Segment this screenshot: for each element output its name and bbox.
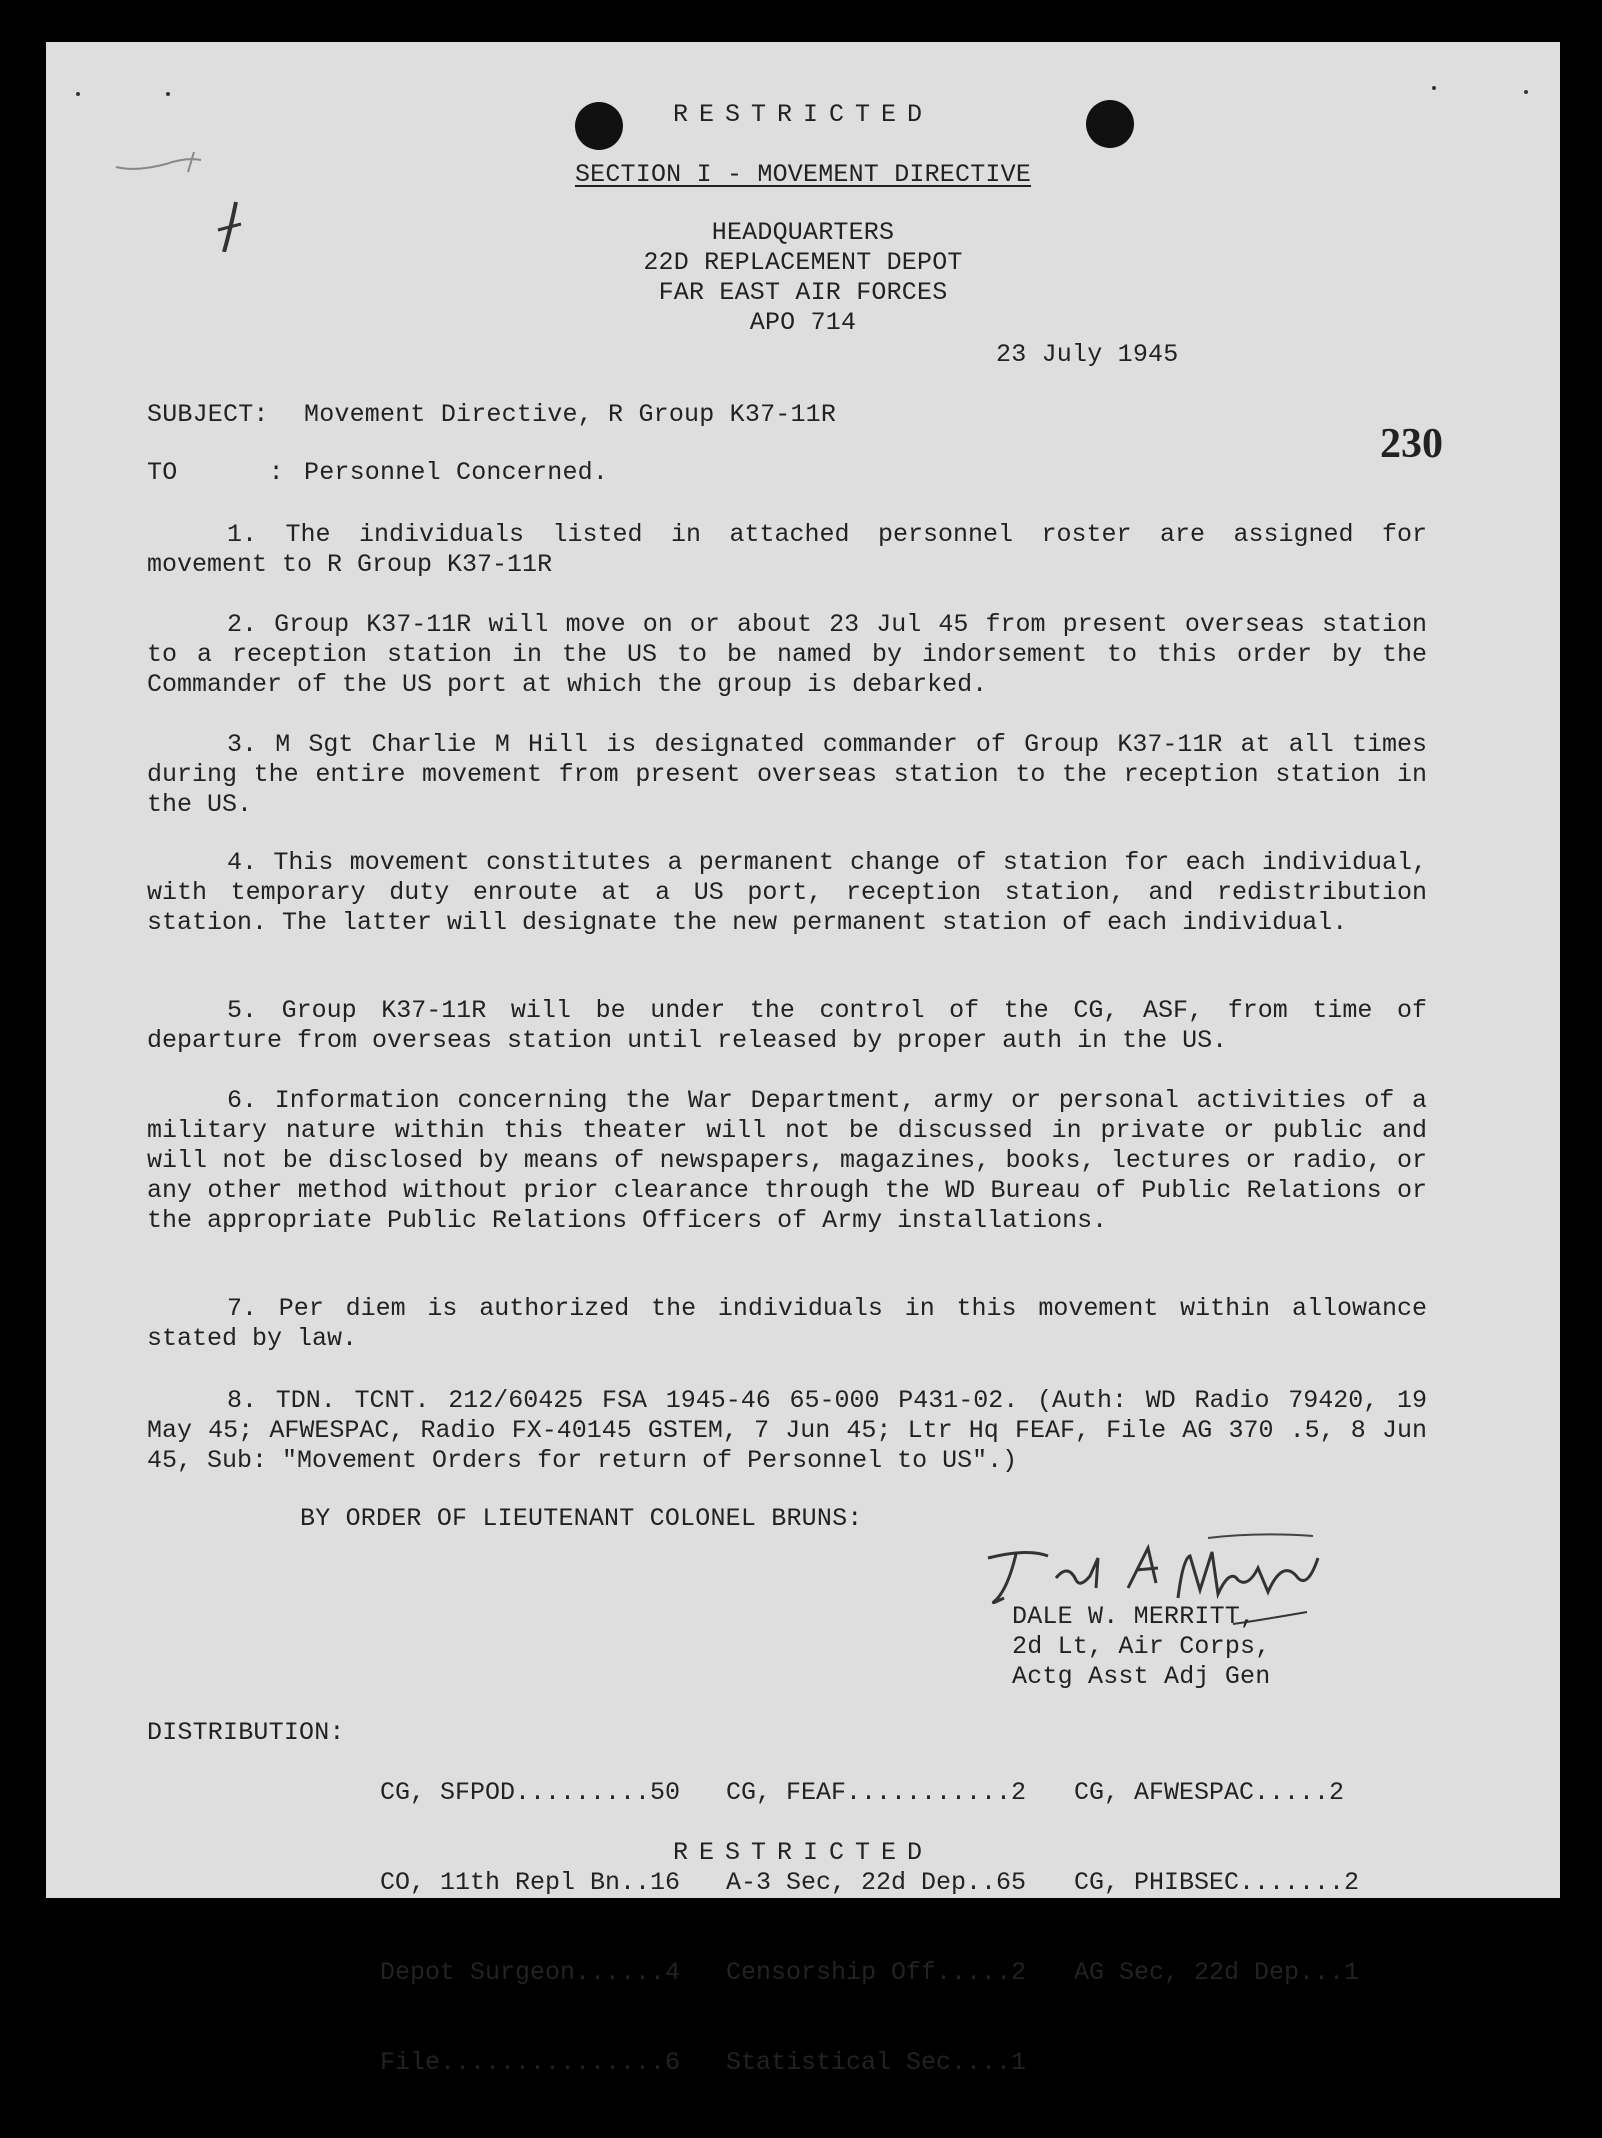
classification-bottom: RESTRICTED (672, 1838, 934, 1867)
paragraph-4: 4. This movement constitutes a permanent change of station for each individual, with temporary duty enroute at a US port, reception station, and redistribution station. The latter will designate the new permanent station of each individual. (147, 848, 1427, 937)
distribution-label: DISTRIBUTION: (147, 1718, 345, 1747)
stray-mark (1432, 86, 1436, 90)
distribution-entry: CG, PHIBSEC.......2 (1074, 1868, 1360, 1897)
signer-title: Actg Asst Adj Gen (1012, 1662, 1271, 1691)
paragraph-7: 7. Per diem is authorized the individuals in this movement within allowance stated by law. (147, 1294, 1427, 1353)
to-label: TO : (147, 458, 284, 487)
date: 23 July 1945 (996, 340, 1179, 369)
header-line-3: FAR EAST AIR FORCES (658, 278, 948, 307)
stray-mark (1524, 90, 1528, 94)
signature-flourish (1231, 1608, 1311, 1628)
distribution-entry: AG Sec, 22d Dep...1 (1074, 1958, 1360, 1987)
stray-mark (166, 92, 170, 96)
distribution-entry: Depot Surgeon......4 (380, 1958, 681, 1987)
paragraph-2: 2. Group K37-11R will move on or about 23 Jul 45 from present overseas station to a reception station in the US to be named by indorsement to this order by the Commander of the US port at which the group is debarked. (147, 610, 1427, 699)
to-value: Personnel Concerned. (304, 458, 609, 487)
header-line-4: APO 714 (749, 308, 857, 337)
distribution-column-3 (1074, 1718, 1359, 2048)
distribution-entry: CG, SFPOD.........50 (380, 1778, 681, 1807)
subject-label: SUBJECT: (147, 400, 269, 429)
distribution-entry: CO, 11th Repl Bn..16 (380, 1868, 681, 1897)
signer-name: DALE W. MERRITT, (1012, 1602, 1256, 1631)
stray-mark (76, 92, 80, 96)
document-page (46, 42, 1560, 2077)
paragraph-8: 8. TDN. TCNT. 212/60425 FSA 1945-46 65-000 P431-02. (Auth: WD Radio 79420, 19 May 45; AFWESPAC, Radio FX-40145 GSTEM, 7 Jun 45; Ltr Hq FEAF, File AG 370 .5, 8 Jun 45, Sub: "Movement Orders for return of Personnel to US".) (147, 1386, 1427, 1475)
classification-top: RESTRICTED (672, 100, 934, 129)
distribution-column-2 (726, 1718, 1026, 2138)
header-line-1: HEADQUARTERS (711, 218, 895, 247)
paragraph-6: 6. Information concerning the War Department, army or personal activities of a military nature within this theater will not be discussed in private or public and will not be disclosed by means of newspapers, magazines, books, lectures or radio, or any other method without prior clearance through the WD Bureau of Public Relations or the appropriate Public Relations Officers of Army installations. (147, 1086, 1427, 1235)
distribution-entry: CG, AFWESPAC.....2 (1074, 1778, 1345, 1807)
subject-value: Movement Directive, R Group K37-11R (304, 400, 837, 429)
paragraph-3: 3. M Sgt Charlie M Hill is designated commander of Group K37-11R at all times during the entire movement from present overseas station to the reception station in the US. (147, 730, 1427, 819)
page-number: 230 (1380, 421, 1443, 467)
distribution-entry: Statistical Sec....1 (726, 2048, 1027, 2077)
header-line-2: 22D REPLACEMENT DEPOT (643, 248, 963, 277)
distribution-entry: CG, FEAF...........2 (726, 1778, 1027, 1807)
distribution-entry: Censorship Off.....2 (726, 1958, 1027, 1987)
signer-rank: 2d Lt, Air Corps, (1012, 1632, 1271, 1661)
by-order-line: BY ORDER OF LIEUTENANT COLONEL BRUNS: (300, 1504, 863, 1533)
distribution-entry: A-3 Sec, 22d Dep..65 (726, 1868, 1027, 1897)
distribution-entry: File...............6 (380, 2048, 681, 2077)
distribution-column-1 (380, 1718, 680, 2138)
section-title: SECTION I - MOVEMENT DIRECTIVE (574, 160, 1032, 189)
paragraph-5: 5. Group K37-11R will be under the control of the CG, ASF, from time of departure from overseas station until released by proper auth in the US. (147, 996, 1427, 1055)
paragraph-1: 1. The individuals listed in attached personnel roster are assigned for movement to R Group K37-11R (147, 520, 1427, 579)
